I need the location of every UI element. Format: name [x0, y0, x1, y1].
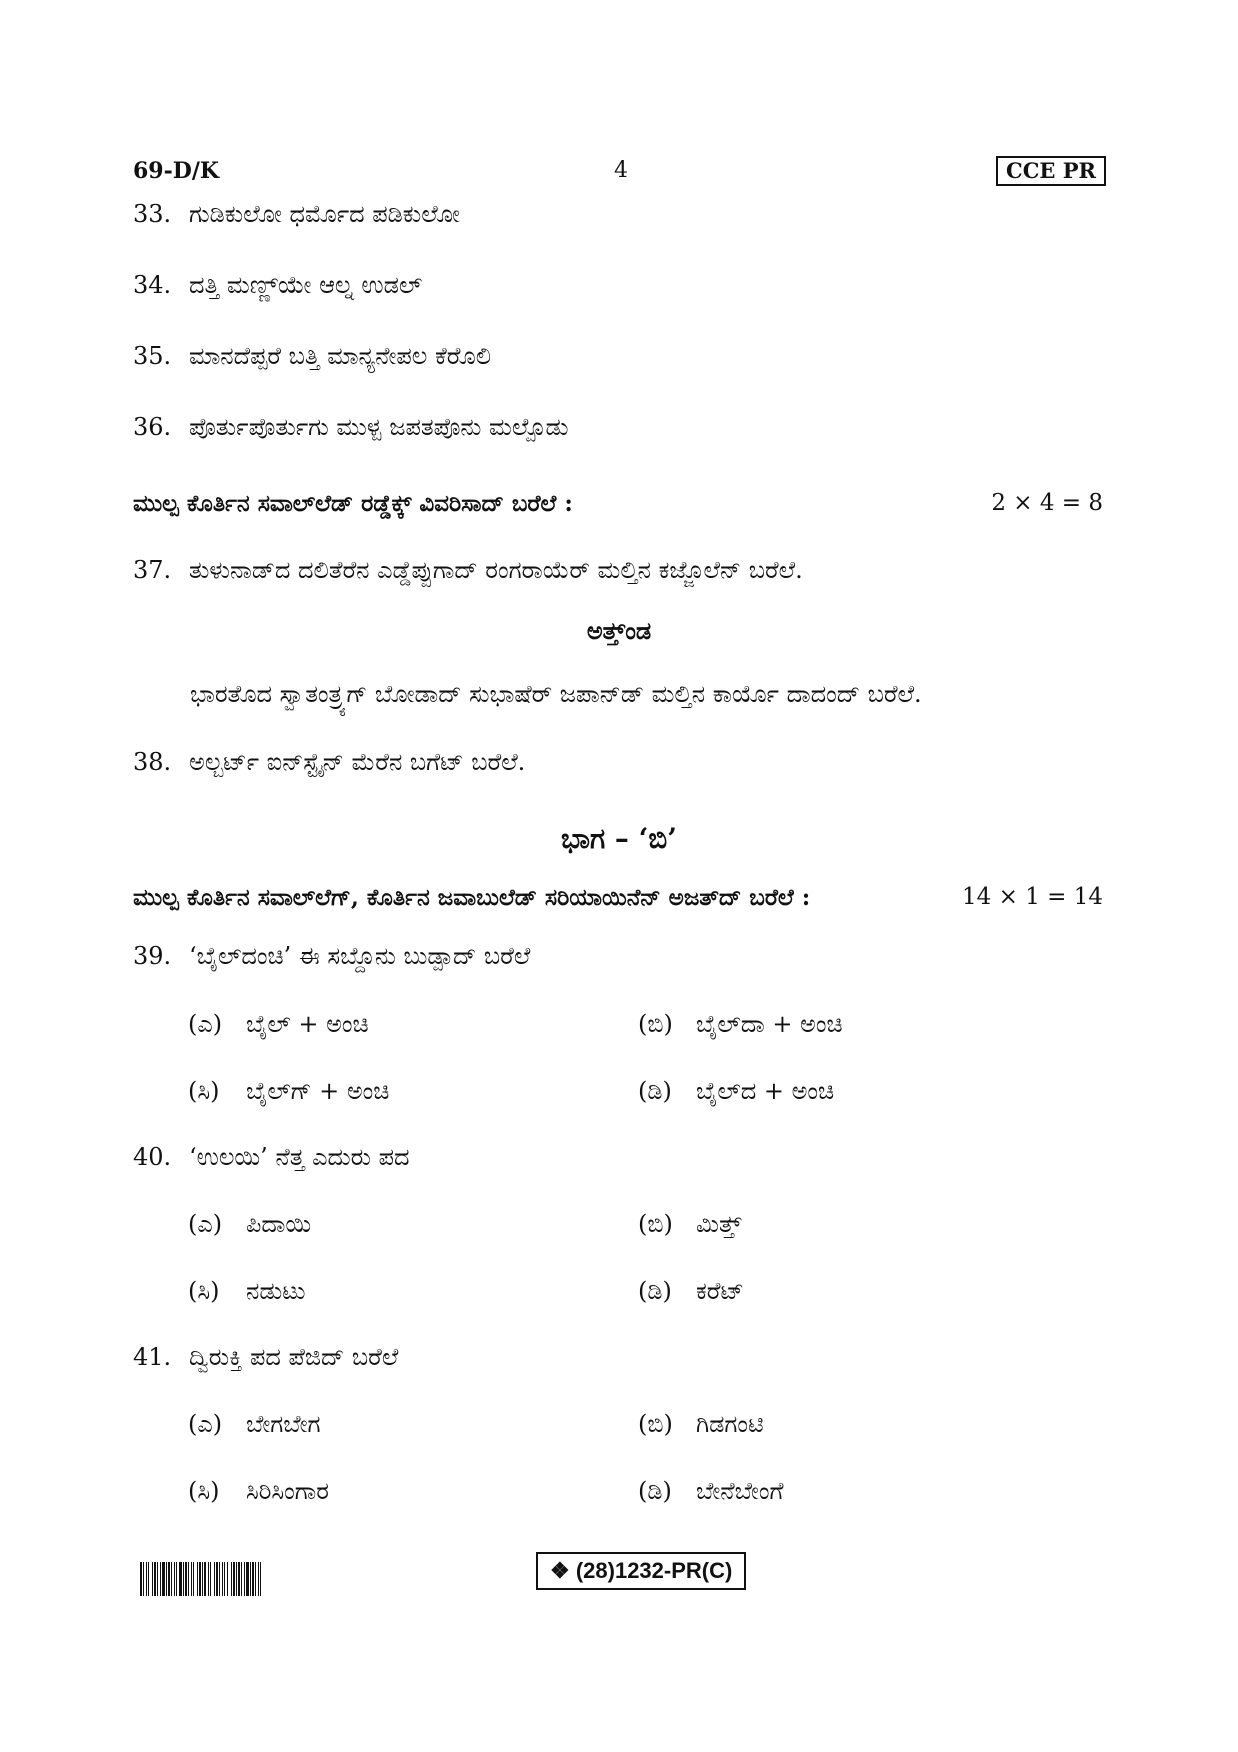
question-41	[133, 1343, 398, 1371]
question-37-alternative: ಭಾರತೊದ ಸ್ವಾತಂತ್ರ್ಯಗ್ ಬೋಡಾದ್ ಸುಭಾಷೆರ್ ಜಪಾನ್‌ಡ್ ಮಲ್ತಿನ ಕಾರ್ಯೊ ದಾದಂದ್ ಬರೆಲೆ.	[190, 680, 922, 708]
option-text: ಕರೆಟ್	[696, 1277, 744, 1305]
option-label: (ಡಿ)	[638, 1277, 672, 1305]
question-number: 41.	[133, 1343, 172, 1371]
option-c	[188, 1077, 389, 1105]
option-label: (ಬಿ)	[638, 1010, 673, 1038]
option-label: (ಎ)	[188, 1010, 223, 1038]
page-number: 4	[614, 158, 628, 183]
question-number: 38.	[133, 748, 172, 776]
option-d	[638, 1477, 783, 1505]
barcode	[140, 1562, 383, 1596]
option-a	[188, 1410, 321, 1438]
question-number: 36.	[133, 413, 172, 441]
question-text: ಪೊರ್ತುಪೊರ್ತುಗು ಮುಳ್ಪ ಜಪತಪೊನು ಮಲ್ಪೊಡು	[189, 413, 569, 441]
option-text: ನಡುಟು	[246, 1277, 306, 1305]
part-b-instruction: ಮುಲ್ಪ ಕೊರ್ತಿನ ಸವಾಲ್‌ಲೆಗ್, ಕೊರ್ತಿನ ಜವಾಬುಲೆಡ್ ಸರಿಯಾಯಿನೆನ್ ಅಜತ್‌ದ್ ಬರೆಲೆ :	[133, 884, 811, 911]
long-answer-marks: 2 × 4 = 8	[991, 490, 1103, 516]
option-label: (ಎ)	[188, 1210, 223, 1238]
question-33	[133, 200, 460, 228]
option-d	[638, 1077, 834, 1105]
option-b	[638, 1010, 843, 1038]
option-d	[638, 1277, 744, 1305]
question-number: 34.	[133, 271, 172, 299]
question-40	[133, 1143, 410, 1171]
question-text: ದತ್ತಿ ಮಣ್ಣ್‌ಯೇ ಆಲ್ನ ಉಡಲ್	[189, 271, 423, 299]
question-number: 39.	[133, 942, 172, 970]
option-label: (ಸಿ)	[188, 1077, 220, 1105]
long-answer-instruction: ಮುಲ್ಪ ಕೊರ್ತಿನ ಸವಾಲ್‌ಲೆಡ್ ರಡ್ಡೆಕ್ಕ್ ವಿವರಿಸಾದ್ ಬರೆಲೆ :	[133, 490, 573, 517]
question-text: ಅಲ್ಬರ್ಟ್ ಐನ್‌ಸ್ಟೈನ್ ಮೆರೆನ ಬಗೆಟ್ ಬರೆಲೆ.	[189, 748, 526, 776]
option-b	[638, 1410, 764, 1438]
question-text: ಗುಡಿಕುಲೋ ಧರ್ಮೊದ ಪಡಿಕುಲೋ	[189, 200, 460, 228]
option-label: (ಬಿ)	[638, 1410, 673, 1438]
question-text: ದ್ವಿರುಕ್ತಿ ಪದ ಪೆಜಿದ್ ಬರೆಲೆ	[189, 1343, 399, 1371]
option-text: ಬೈಲ್‌ಗ್ + ಅಂಚಿ	[246, 1077, 390, 1105]
question-38	[133, 748, 525, 776]
option-text: ಬೇನೆಬೇಂಗೆ	[696, 1477, 784, 1505]
option-label: (ಎ)	[188, 1410, 223, 1438]
option-text: ಬೈಲ್‌ದ + ಅಂಚಿ	[696, 1077, 835, 1105]
footer-code-box: ❖ (28)1232-PR(C)	[536, 1552, 746, 1590]
option-label: (ಸಿ)	[188, 1277, 220, 1305]
option-text: ಸಿರಿಸಿಂಗಾರ	[246, 1477, 329, 1505]
cce-pr-badge: CCE PR	[996, 156, 1106, 186]
option-label: (ಡಿ)	[638, 1477, 672, 1505]
option-text: ಬೈಲ್ + ಅಂಚಿ	[246, 1010, 369, 1038]
option-a	[188, 1010, 369, 1038]
question-text: ಮಾನದೆಪ್ಪರೆ ಬತ್ತಿ ಮಾನ್ಯನೇಪಲ ಕೆರೊಲಿ	[189, 342, 492, 370]
option-a	[188, 1210, 311, 1238]
question-text: ‘ಉಲಯಿ’ ನೆತ್ತ ಎದುರು ಪದ	[189, 1143, 410, 1171]
question-text: ‘ಬೈಲ್‌ದಂಚಿ’ ಈ ಸಬ್ದೊನು ಬುಡ್ಪಾದ್ ಬರೆಲೆ	[189, 942, 531, 970]
question-39	[133, 942, 530, 970]
question-34	[133, 271, 422, 299]
option-c	[188, 1277, 306, 1305]
part-b-marks: 14 × 1 = 14	[962, 884, 1103, 910]
part-b-title: ಭಾಗ – ‘ಬಿ’	[561, 822, 677, 855]
question-35	[133, 342, 491, 370]
option-text: ಗಿಡಗಂಟಿ	[696, 1410, 764, 1438]
question-text: ತುಳುನಾಡ್‌ದ ದಲಿತೆರೆನ ಎಡ್ಡೆಪ್ಪುಗಾದ್ ರಂಗರಾಯೆರ್ ಮಲ್ತಿನ ಕಜ್ಜೊಲೆನ್ ಬರೆಲೆ.	[189, 556, 803, 584]
option-text: ಮಿತ್ತ್	[696, 1210, 742, 1238]
question-number: 40.	[133, 1143, 172, 1171]
option-label: (ಡಿ)	[638, 1077, 672, 1105]
option-c	[188, 1477, 329, 1505]
option-text: ಪಿದಾಯಿ	[246, 1210, 312, 1238]
question-number: 37.	[133, 556, 172, 584]
paper-code: 69-D/K	[133, 158, 219, 184]
or-label: ಅತ್ತ್‌ಂಡ	[586, 616, 652, 645]
option-label: (ಬಿ)	[638, 1210, 673, 1238]
option-text: ಬೈಲ್‌ದಾ + ಅಂಚಿ	[696, 1010, 843, 1038]
option-text: ಬೇಗಬೇಗ	[246, 1410, 321, 1438]
option-b	[638, 1210, 741, 1238]
option-label: (ಸಿ)	[188, 1477, 220, 1505]
question-37	[133, 556, 803, 584]
question-number: 35.	[133, 342, 172, 370]
question-number: 33.	[133, 200, 172, 228]
question-36	[133, 413, 568, 441]
